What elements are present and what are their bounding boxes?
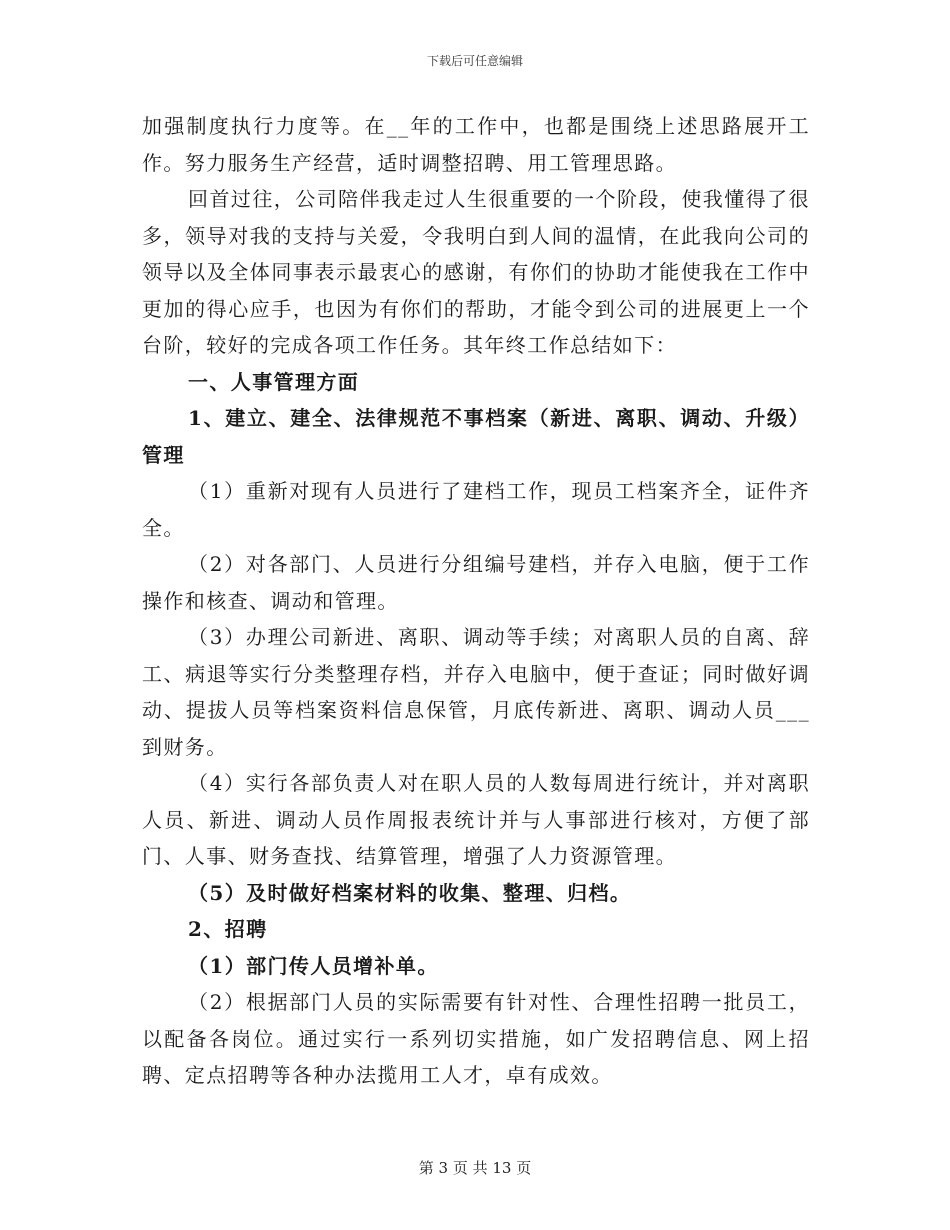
page-header: 下载后可任意编辑 bbox=[426, 54, 523, 68]
list-item-archives-1: （1）重新对现有人员进行了建档工作，现员工档案齐全，证件齐全。 bbox=[142, 479, 810, 540]
list-item-archives-3: （3）办理公司新进、离职、调动等手续；对离职人员的自离、辞工、病退等实行分类整理存档，并存入电脑中，便于查证；同时做好调动、提拔人员等档案资料信息保管，月底传新进、离职、调动人员___到财务。 bbox=[142, 625, 810, 759]
page-footer: 第 3 页 共 13 页 bbox=[418, 1159, 532, 1177]
paragraph-intro: 加强制度执行力度等。在__年的工作中，也都是围绕上述思路展开工作。努力服务生产经营，适时调整招聘、用工管理思路。 bbox=[142, 114, 810, 175]
section-heading-personnel: 一、人事管理方面 bbox=[188, 369, 360, 394]
subsection-heading-archives: 1、建立、建全、法律规范不事档案（新进、离职、调动、升级）管理 bbox=[142, 406, 810, 467]
paragraph-review: 回首过往，公司陪伴我走过人生很重要的一个阶段，使我懂得了很多，领导对我的支持与关爱，令我明白到人间的温情，在此我向公司的领导以及全体同事表示最衷心的感谢，有你们的协助才能使我在工作中更加的得心应手，也因为有你们的帮助，才能令到公司的进展更上一个台阶，较好的完成各项工作任务。其年终工作总结如下： bbox=[142, 187, 810, 357]
list-item-recruitment-1: （1）部门传人员增补单。 bbox=[188, 953, 439, 978]
list-item-archives-2: （2）对各部门、人员进行分组编号建档，并存入电脑，便于工作操作和核查、调动和管理。 bbox=[142, 552, 810, 613]
list-item-archives-4: （4）实行各部负责人对在职人员的人数每周进行统计，并对离职人员、新进、调动人员作周报表统计并与人事部进行核对，方便了部门、人事、财务查找、结算管理，增强了人力资源管理。 bbox=[142, 771, 810, 868]
list-item-recruitment-2: （2）根据部门人员的实际需要有针对性、合理性招聘一批员工，以配备各岗位。通过实行一系列切实措施，如广发招聘信息、网上招聘、定点招聘等各种办法揽用工人才，卓有成效。 bbox=[142, 990, 810, 1087]
subsection-heading-recruitment: 2、招聘 bbox=[188, 917, 268, 941]
list-item-archives-5: （5）及时做好档案材料的收集、整理、归档。 bbox=[188, 880, 632, 905]
document-body bbox=[142, 108, 810, 1094]
